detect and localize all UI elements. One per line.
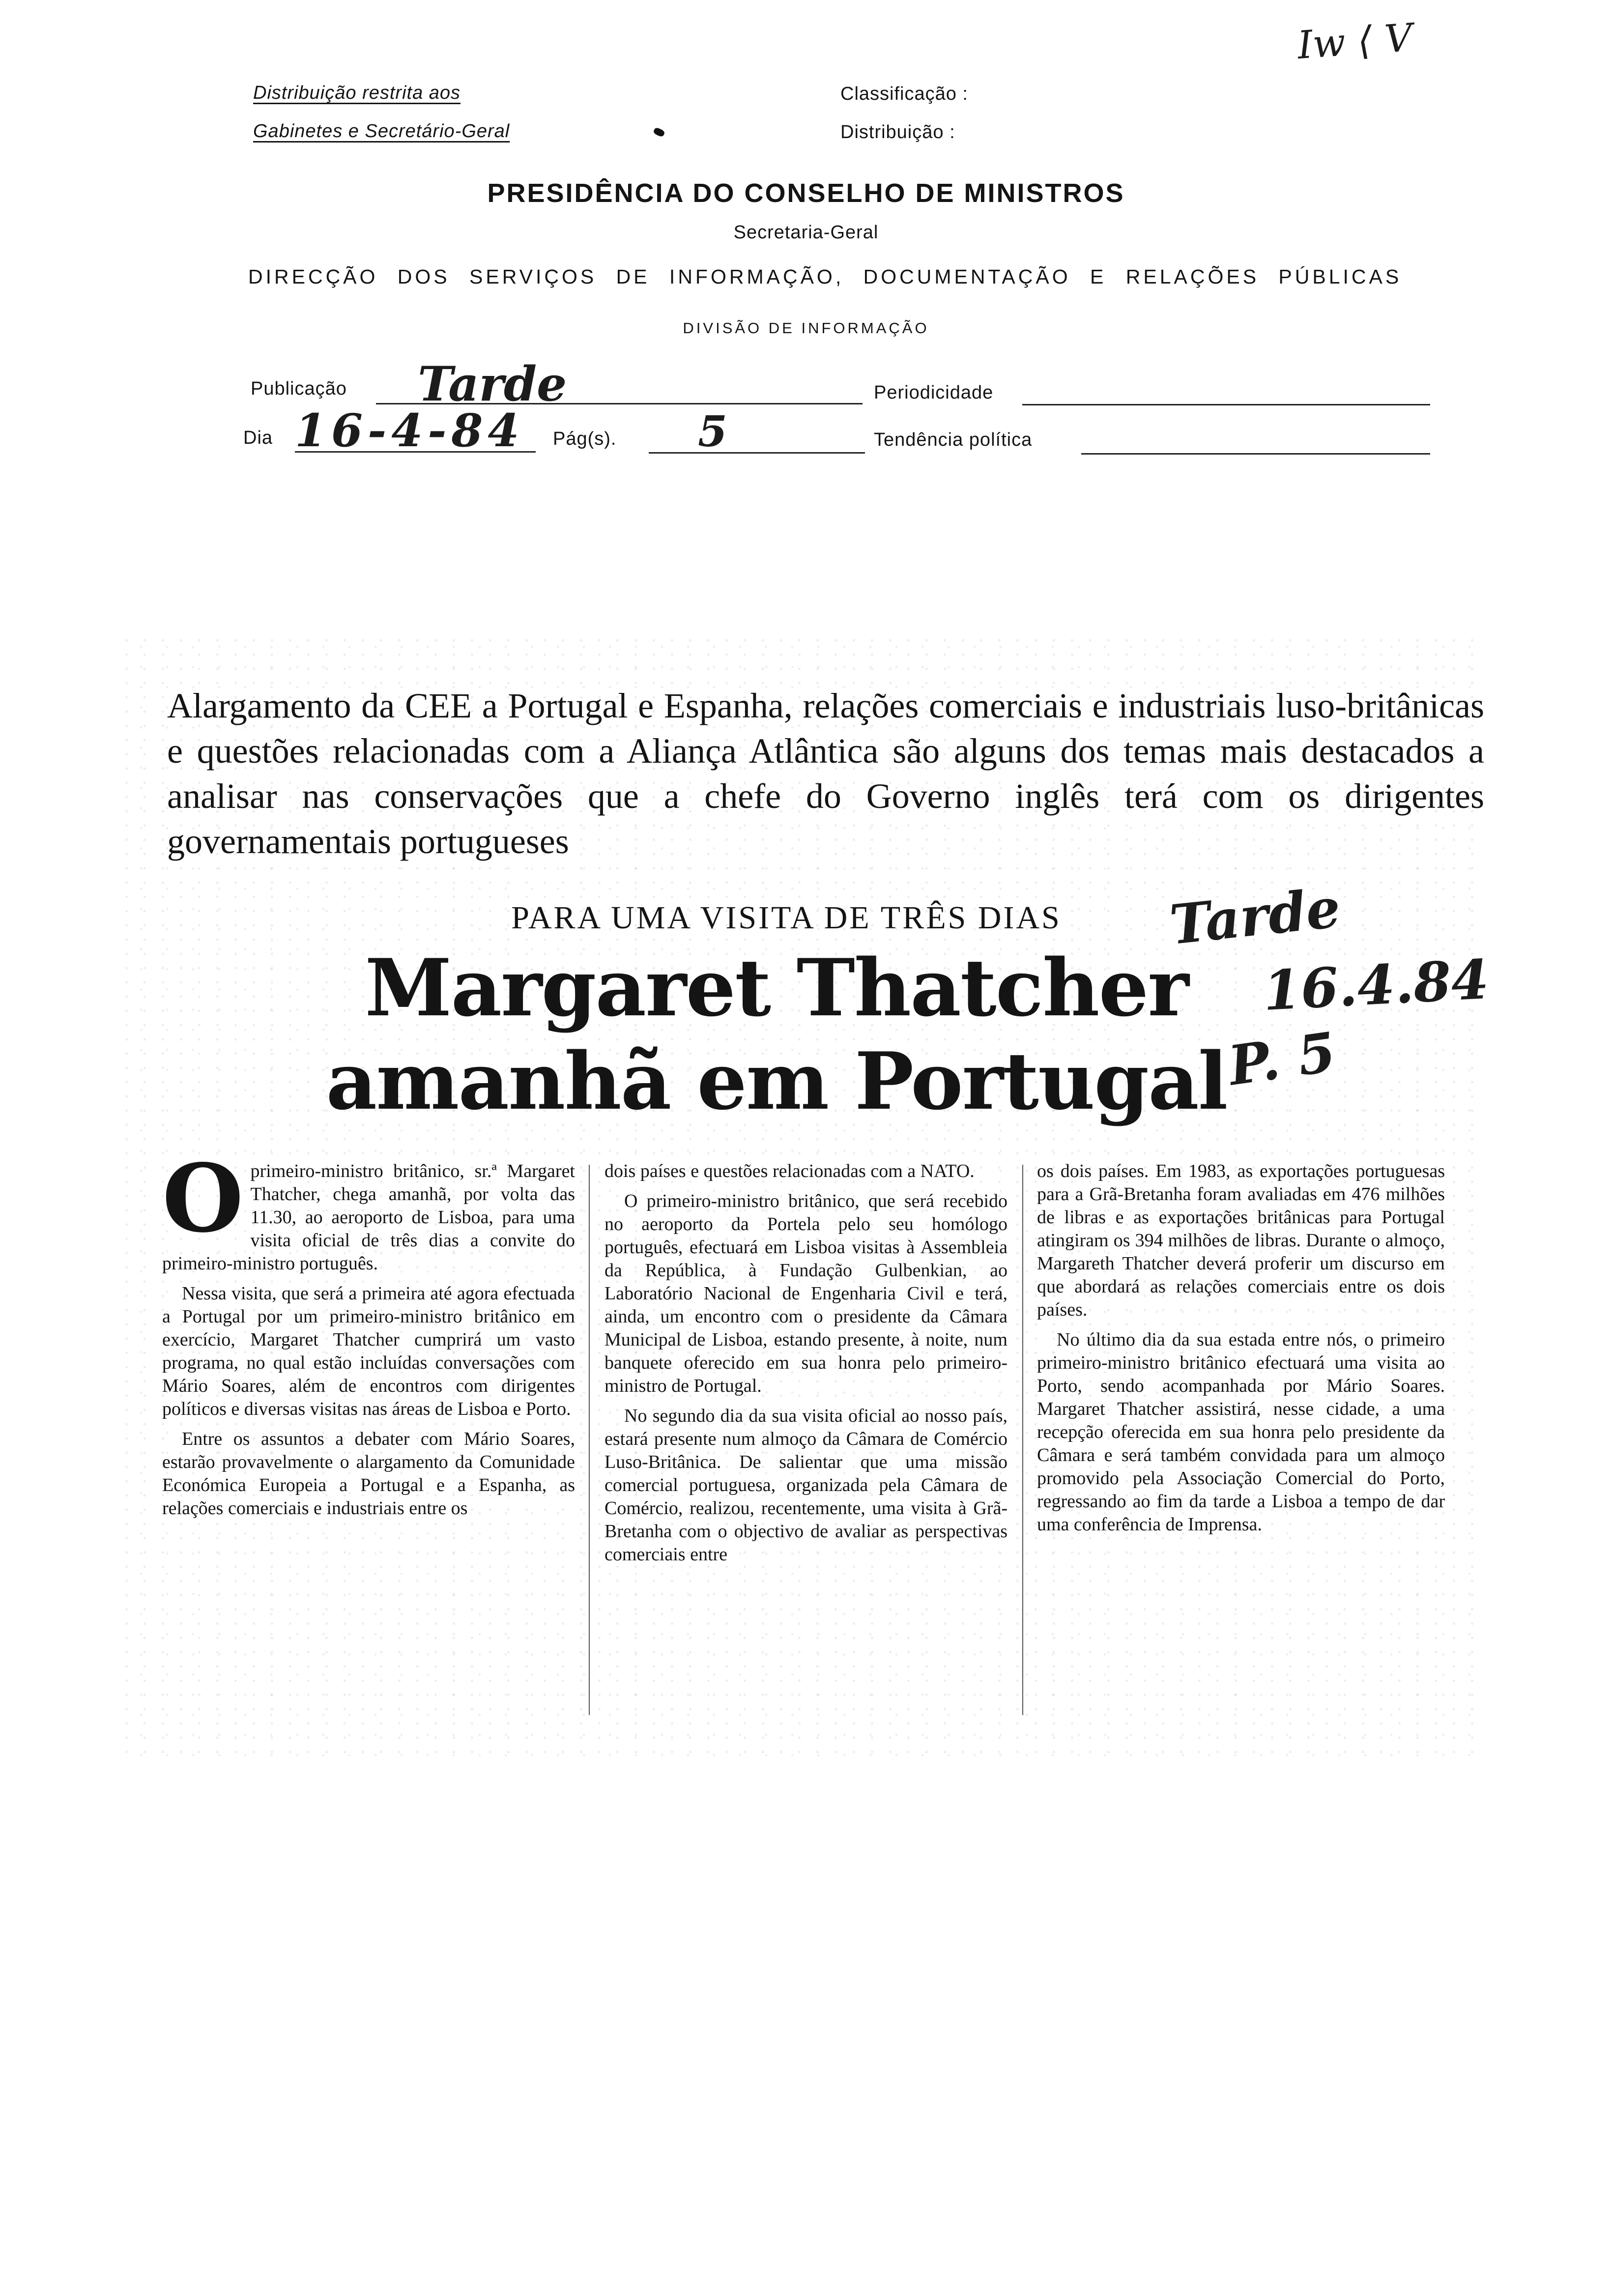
article-headline-line2: amanhã em Portugal (326, 1035, 1227, 1127)
column-divider (589, 1165, 590, 1715)
publication-value: Tarde (418, 356, 567, 412)
periodicity-label: Periodicidade (874, 382, 994, 403)
day-value: 16-4-84 (295, 404, 524, 457)
article-column-2 (604, 1160, 1008, 1573)
classification-label: Classificação : (840, 84, 968, 104)
annotation-paper-name: Tarde (1167, 876, 1344, 957)
col3-paragraph-0: os dois países. Em 1983, as exportações portuguesas para a Grã-Bretanha foram avaliadas em 476 milhões de libras e as exportações britânicas para Portugal atingiram os 394 milhões de libras. Durante o almoço, Margareth Thatcher deverá proferir um discurso em que abordará as relações comerciais entre os dois países. (1037, 1161, 1445, 1320)
drop-cap: O (162, 1144, 244, 1253)
annotation-date: 16.4.84 (1261, 947, 1491, 1023)
newspaper-clipping (123, 639, 1489, 1759)
col2-paragraph-2: No segundo dia da sua visita oficial ao nosso país, estará presente num almoço da Câmara de Comércio Luso-Britânica. De salientar que uma missão comercial portuguesa, organizada pela Câmara de Comércio, realizou, recentemente, uma visita à Grã-Bretanha com o objectivo de avaliar as perspectivas comerciais entre (604, 1406, 1008, 1565)
article-column-3 (1037, 1160, 1445, 1543)
col2-paragraph-0: dois países e questões relacionadas com a NATO. (604, 1161, 975, 1181)
pages-line (649, 452, 865, 454)
article-column-1 (162, 1144, 575, 1527)
distribution-restricted-label: Distribuição restrita aos (253, 83, 461, 103)
publication-label: Publicação (251, 378, 347, 399)
col1-paragraph-1: primeiro-ministro britânico, sr.ª Margaret Thatcher, chega amanhã, por volta das 11.30, ao aeroporto de Lisboa, para uma visita oficial de três dias a convite do primeiro-ministro português. (162, 1161, 575, 1274)
directorate-title: DIRECÇÃO DOS SERVIÇOS DE INFORMAÇÃO, DOCUMENTAÇÃO E RELAÇÕES PÚBLICAS (248, 265, 1402, 288)
article-headline-line1: Margaret Thatcher (365, 942, 1188, 1034)
tendency-label: Tendência política (874, 430, 1033, 450)
pages-label: Pág(s). (553, 429, 617, 449)
annotation-page: P. 5 (1225, 1020, 1340, 1098)
column-divider (1022, 1165, 1023, 1715)
secretariat-subtitle: Secretaria-Geral (733, 222, 879, 243)
division-title: DIVISÃO DE INFORMAÇÃO (683, 319, 929, 337)
cabinets-label: Gabinetes e Secretário-Geral (253, 121, 510, 142)
distribution-label: Distribuição : (840, 122, 955, 143)
col1-paragraph-2: Nessa visita, que será a primeira até agora efectuada a Portugal por um primeiro-ministro britânico em exercício, Margaret Thatcher cumprirá um vasto programa, no qual estão incluídas conversações com Mário Soares, além de encontros com dirigentes políticos e diversas visitas nas áreas de Lisboa e Porto. (162, 1283, 575, 1419)
bullet-mark (653, 127, 665, 138)
periodicity-line (1022, 404, 1430, 405)
tendency-line (1081, 453, 1430, 455)
presidency-title: PRESIDÊNCIA DO CONSELHO DE MINISTROS (487, 178, 1125, 208)
col2-paragraph-1: O primeiro-ministro britânico, que será recebido no aeroporto da Portela pelo seu homólogo português, efectuará em Lisboa visitas à Assembleia da República, à Fundação Gulbenkian, ao Laboratório Nacional de Engenharia Civil e terá, ainda, um encontro com o presidente da Câmara Municipal de Lisboa, estando presente, à noite, num banquete oferecido em sua honra pelo primeiro-ministro de Portugal. (604, 1191, 1008, 1396)
col1-paragraph-3: Entre os assuntos a debater com Mário Soares, estarão provavelmente o alargamento da Comunidade Económica Europeia a Portugal e a Espanha, as relações comerciais e industriais entre os (162, 1429, 575, 1519)
pages-value: 5 (698, 407, 727, 457)
day-label: Dia (243, 428, 273, 448)
article-lede: Alargamento da CEE a Portugal e Espanha, relações comerciais e industriais luso-britânicas e questões relacionadas com a Aliança Atlântica são alguns dos temas mais destacados a analisar nas conservações que a chefe do Governo inglês terá com os dirigentes governamentais portugueses (167, 686, 1484, 861)
col3-paragraph-1: No último dia da sua estada entre nós, o primeiro primeiro-ministro britânico efectuará uma visita ao Porto, sendo acompanhada por Mário Soares. Margaret Thatcher assistirá, nesse cidade, a uma recepção oferecida em sua honra pelo presidente da Câmara e será também convidada para um almoço promovido pela Associação Comercial do Porto, regressando ao fim da tarde a Lisboa a tempo de dar uma conferência de Imprensa. (1037, 1329, 1445, 1535)
article-kicker: PARA UMA VISITA DE TRÊS DIAS (511, 900, 1062, 936)
corner-handwritten-note: Iw ⟨ V (1296, 15, 1414, 68)
